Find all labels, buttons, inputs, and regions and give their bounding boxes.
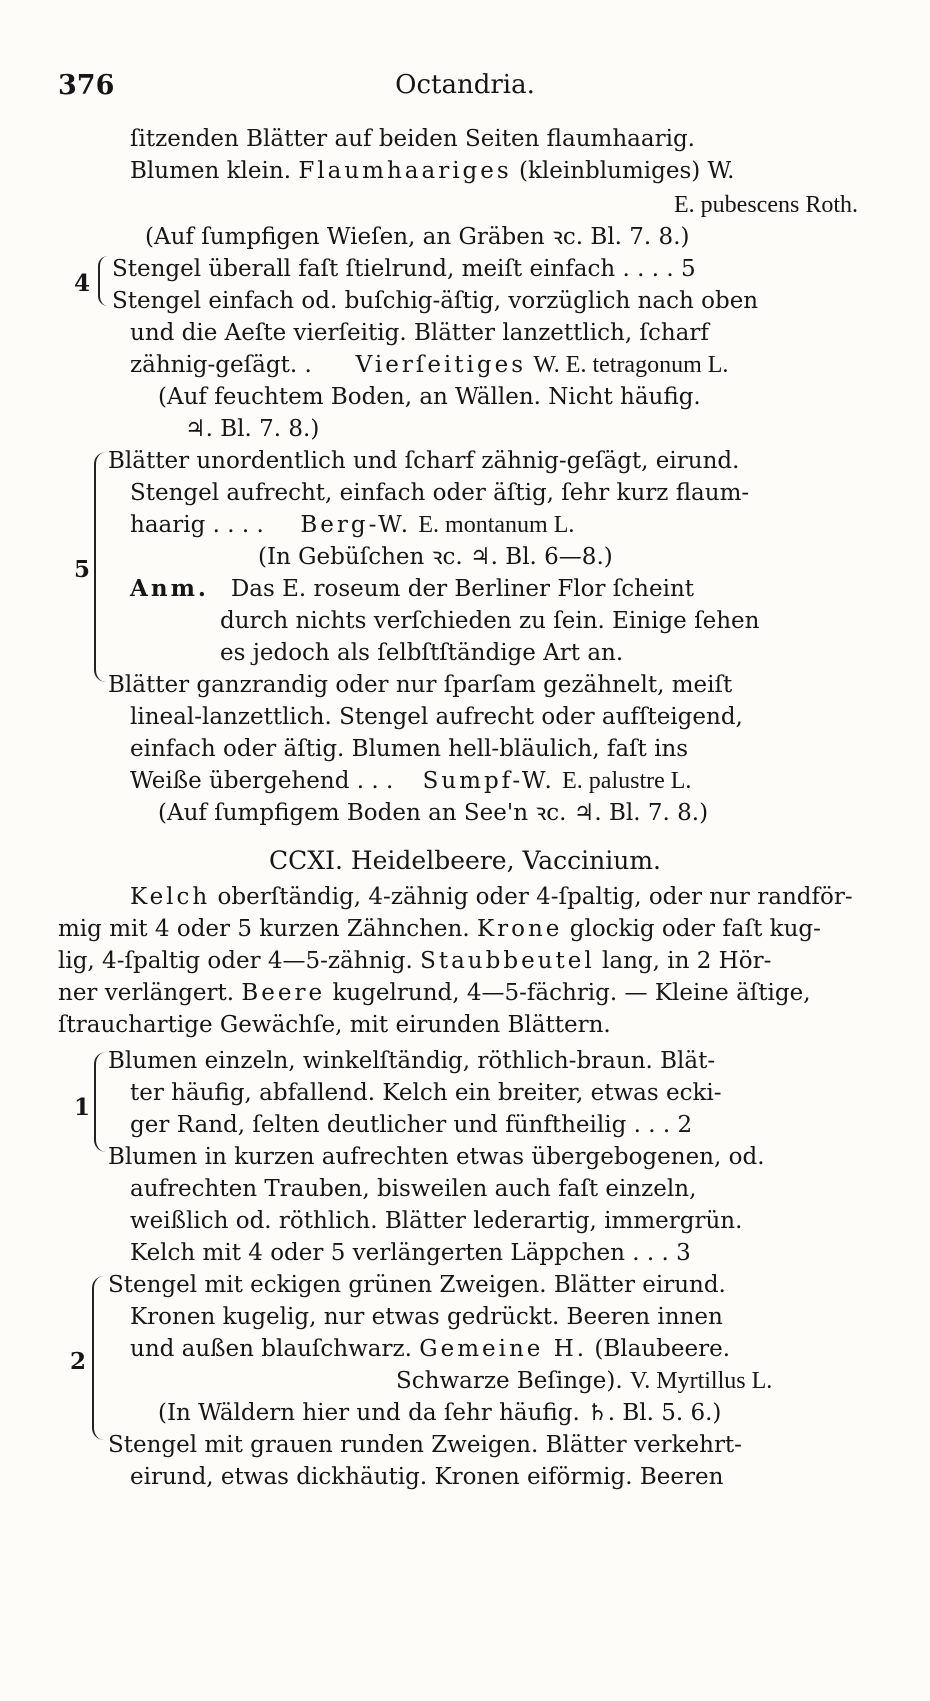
text-line: Blätter ganzrandig oder nur ſparſam gezähnelt, meiſt: [108, 672, 733, 698]
text-line: Stengel mit eckigen grünen Zweigen. Blätter eirund.: [108, 1272, 726, 1298]
text-line: (Auf ſumpfigem Boden an See'n ꝛc. ♃. Bl. 7. 8.): [158, 800, 709, 826]
text-line: Blätter unordentlich und ſcharf zähnig-geſägt, eirund.: [108, 448, 740, 474]
text-line: (Auf ſumpfigen Wieſen, an Gräben ꝛc. Bl. 7. 8.): [145, 224, 690, 250]
text-line: Stengel aufrecht, einfach oder äſtig, ſehr kurz flaum-: [130, 480, 750, 506]
brace: [94, 1052, 106, 1152]
page-number: 376: [58, 70, 115, 101]
text-line: weißlich od. röthlich. Blätter lederartig, immergrün.: [130, 1208, 743, 1234]
running-title: Octandria.: [395, 70, 535, 100]
text-line: ner verlängert. Beere kugelrund, 4—5-fächrig. — Kleine äſtige,: [58, 980, 811, 1006]
text-line: zähnig-geſägt. . Vierſeitiges W. E. tetragonum L.: [130, 352, 729, 378]
text-line: Blumen in kurzen aufrechten etwas übergebogenen, od.: [108, 1144, 765, 1170]
text-line: ſitzenden Blätter auf beiden Seiten flaumhaarig.: [130, 126, 695, 152]
text-line: Blumen klein. Flaumhaariges (kleinblumiges) W.: [130, 158, 735, 184]
text-line: Anm. Das E. roseum der Berliner Flor ſcheint: [130, 575, 695, 602]
text-line: Stengel einfach od. buſchig-äſtig, vorzüglich nach oben: [112, 288, 759, 314]
key-number: 5: [74, 556, 91, 583]
text-line: Blumen einzeln, winkelſtändig, röthlich-braun. Blät-: [108, 1048, 716, 1074]
key-number: 4: [74, 270, 91, 297]
key-number: 1: [74, 1094, 91, 1121]
text-line: Stengel überall faſt ſtielrund, meiſt einfach . . . . 5: [112, 256, 696, 282]
text-line: haarig . . . . Berg-W. E. montanum L.: [130, 512, 575, 538]
text-line: ♃. Bl. 7. 8.): [185, 416, 320, 442]
text-line: Kronen kugelig, nur etwas gedrückt. Beeren innen: [130, 1304, 723, 1330]
text-line: und die Aeſte vierſeitig. Blätter lanzettlich, ſcharf: [130, 320, 709, 346]
text-line: mig mit 4 oder 5 kurzen Zähnchen. Krone glockig oder faſt kug-: [58, 916, 821, 942]
text-line: ſtrauchartige Gewächſe, mit eirunden Blättern.: [58, 1012, 611, 1038]
text-line: (In Wäldern hier und da ſehr häufig. ♄. Bl. 5. 6.): [158, 1400, 722, 1426]
text-line: Kelch mit 4 oder 5 verlängerten Läppchen . . . 3: [130, 1240, 691, 1266]
text-line: ger Rand, ſelten deutlicher und fünftheilig . . . 2: [130, 1112, 693, 1138]
text-line: Stengel mit grauen runden Zweigen. Blätter verkehrt-: [108, 1432, 742, 1458]
text-line: E. pubescens Roth.: [674, 192, 858, 218]
key-number: 2: [70, 1348, 87, 1375]
text-line: Weiße übergehend . . . Sumpf-W. E. palustre L.: [130, 768, 692, 794]
text-line: eirund, etwas dickhäutig. Kronen eiförmig. Beeren: [130, 1464, 724, 1490]
text-line: lineal-lanzettlich. Stengel aufrecht oder aufſteigend,: [130, 704, 743, 730]
brace: [98, 256, 108, 306]
text-line: ter häufig, abfallend. Kelch ein breiter, etwas ecki-: [130, 1080, 722, 1106]
text-line: Kelch oberſtändig, 4-zähnig oder 4-ſpaltig, oder nur randför-: [130, 884, 853, 910]
text-line: (Auf feuchtem Boden, an Wällen. Nicht häufig.: [158, 384, 701, 410]
brace: [94, 452, 106, 682]
text-line: und außen blauſchwarz. Gemeine H. (Blaubeere.: [130, 1336, 731, 1362]
genus-heading: CCXI. Heidelbeere, Vaccinium.: [269, 846, 661, 875]
text-line: (In Gebüſchen ꝛc. ♃. Bl. 6—8.): [258, 544, 613, 570]
text-line: einfach oder äſtig. Blumen hell-bläulich, faſt ins: [130, 736, 689, 762]
text-line: aufrechten Trauben, bisweilen auch faſt einzeln,: [130, 1176, 697, 1202]
text-line: lig, 4-ſpaltig oder 4—5-zähnig. Staubbeutel lang, in 2 Hör-: [58, 948, 772, 974]
text-line: es jedoch als ſelbſtſtändige Art an.: [220, 640, 624, 666]
text-line: Schwarze Beſinge). V. Myrtillus L.: [396, 1368, 773, 1394]
text-line: durch nichts verſchieden zu ſein. Einige ſehen: [220, 608, 760, 634]
brace: [92, 1276, 104, 1440]
